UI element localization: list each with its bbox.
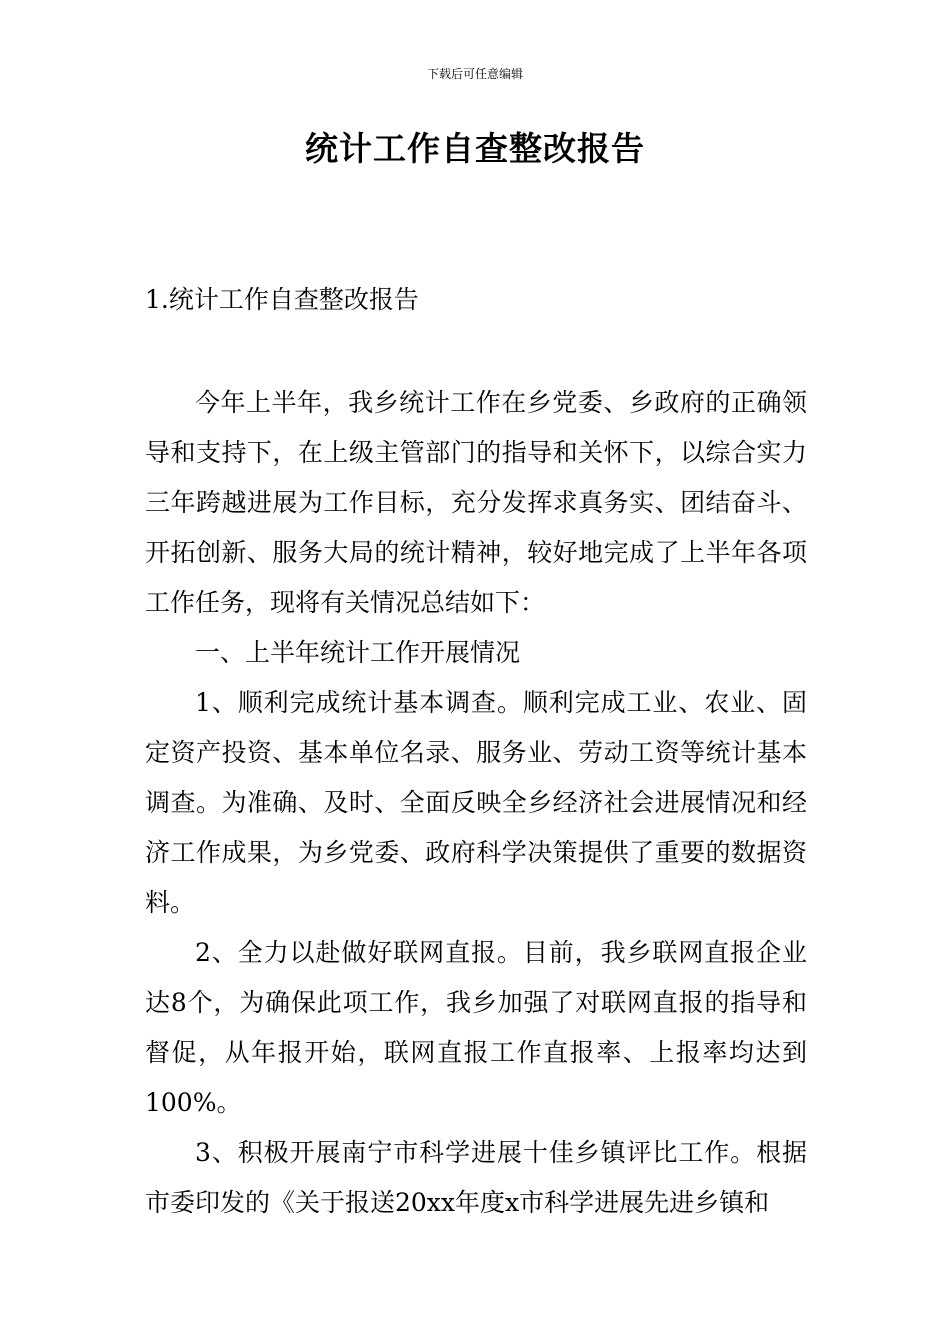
section-heading: 1.统计工作自查整改报告 (145, 285, 419, 314)
paragraph-section-one-title: 一、上半年统计工作开展情况 (195, 638, 521, 667)
paragraph-item-1: 1、顺利完成统计基本调查。顺利完成工业、农业、固定资产投资、基本单位名录、服务业、劳动工资等统计基本调查。为准确、及时、全面反映全乡经济社会进展情况和经济工作成果，为乡党委、政府科学决策提供了重要的数据资料。 (145, 688, 807, 917)
document-body (145, 378, 807, 1228)
paragraph-item-2: 2、全力以赴做好联网直报。目前，我乡联网直报企业达8个，为确保此项工作，我乡加强了对联网直报的指导和督促，从年报开始，联网直报工作直报率、上报率均达到100%。 (145, 938, 807, 1117)
paragraph-item-3: 3、积极开展南宁市科学进展十佳乡镇评比工作。根据市委印发的《关于报送20xx年度x市科学进展先进乡镇和 (145, 1138, 807, 1217)
header-note: 下载后可任意编辑 (426, 67, 523, 81)
paragraph-intro: 今年上半年，我乡统计工作在乡党委、乡政府的正确领导和支持下，在上级主管部门的指导和关怀下，以综合实力三年跨越进展为工作目标，充分发挥求真务实、团结奋斗、开拓创新、服务大局的统计精神，较好地完成了上半年各项工作任务，现将有关情况总结如下： (145, 388, 807, 617)
document-title: 统计工作自查整改报告 (305, 129, 645, 168)
